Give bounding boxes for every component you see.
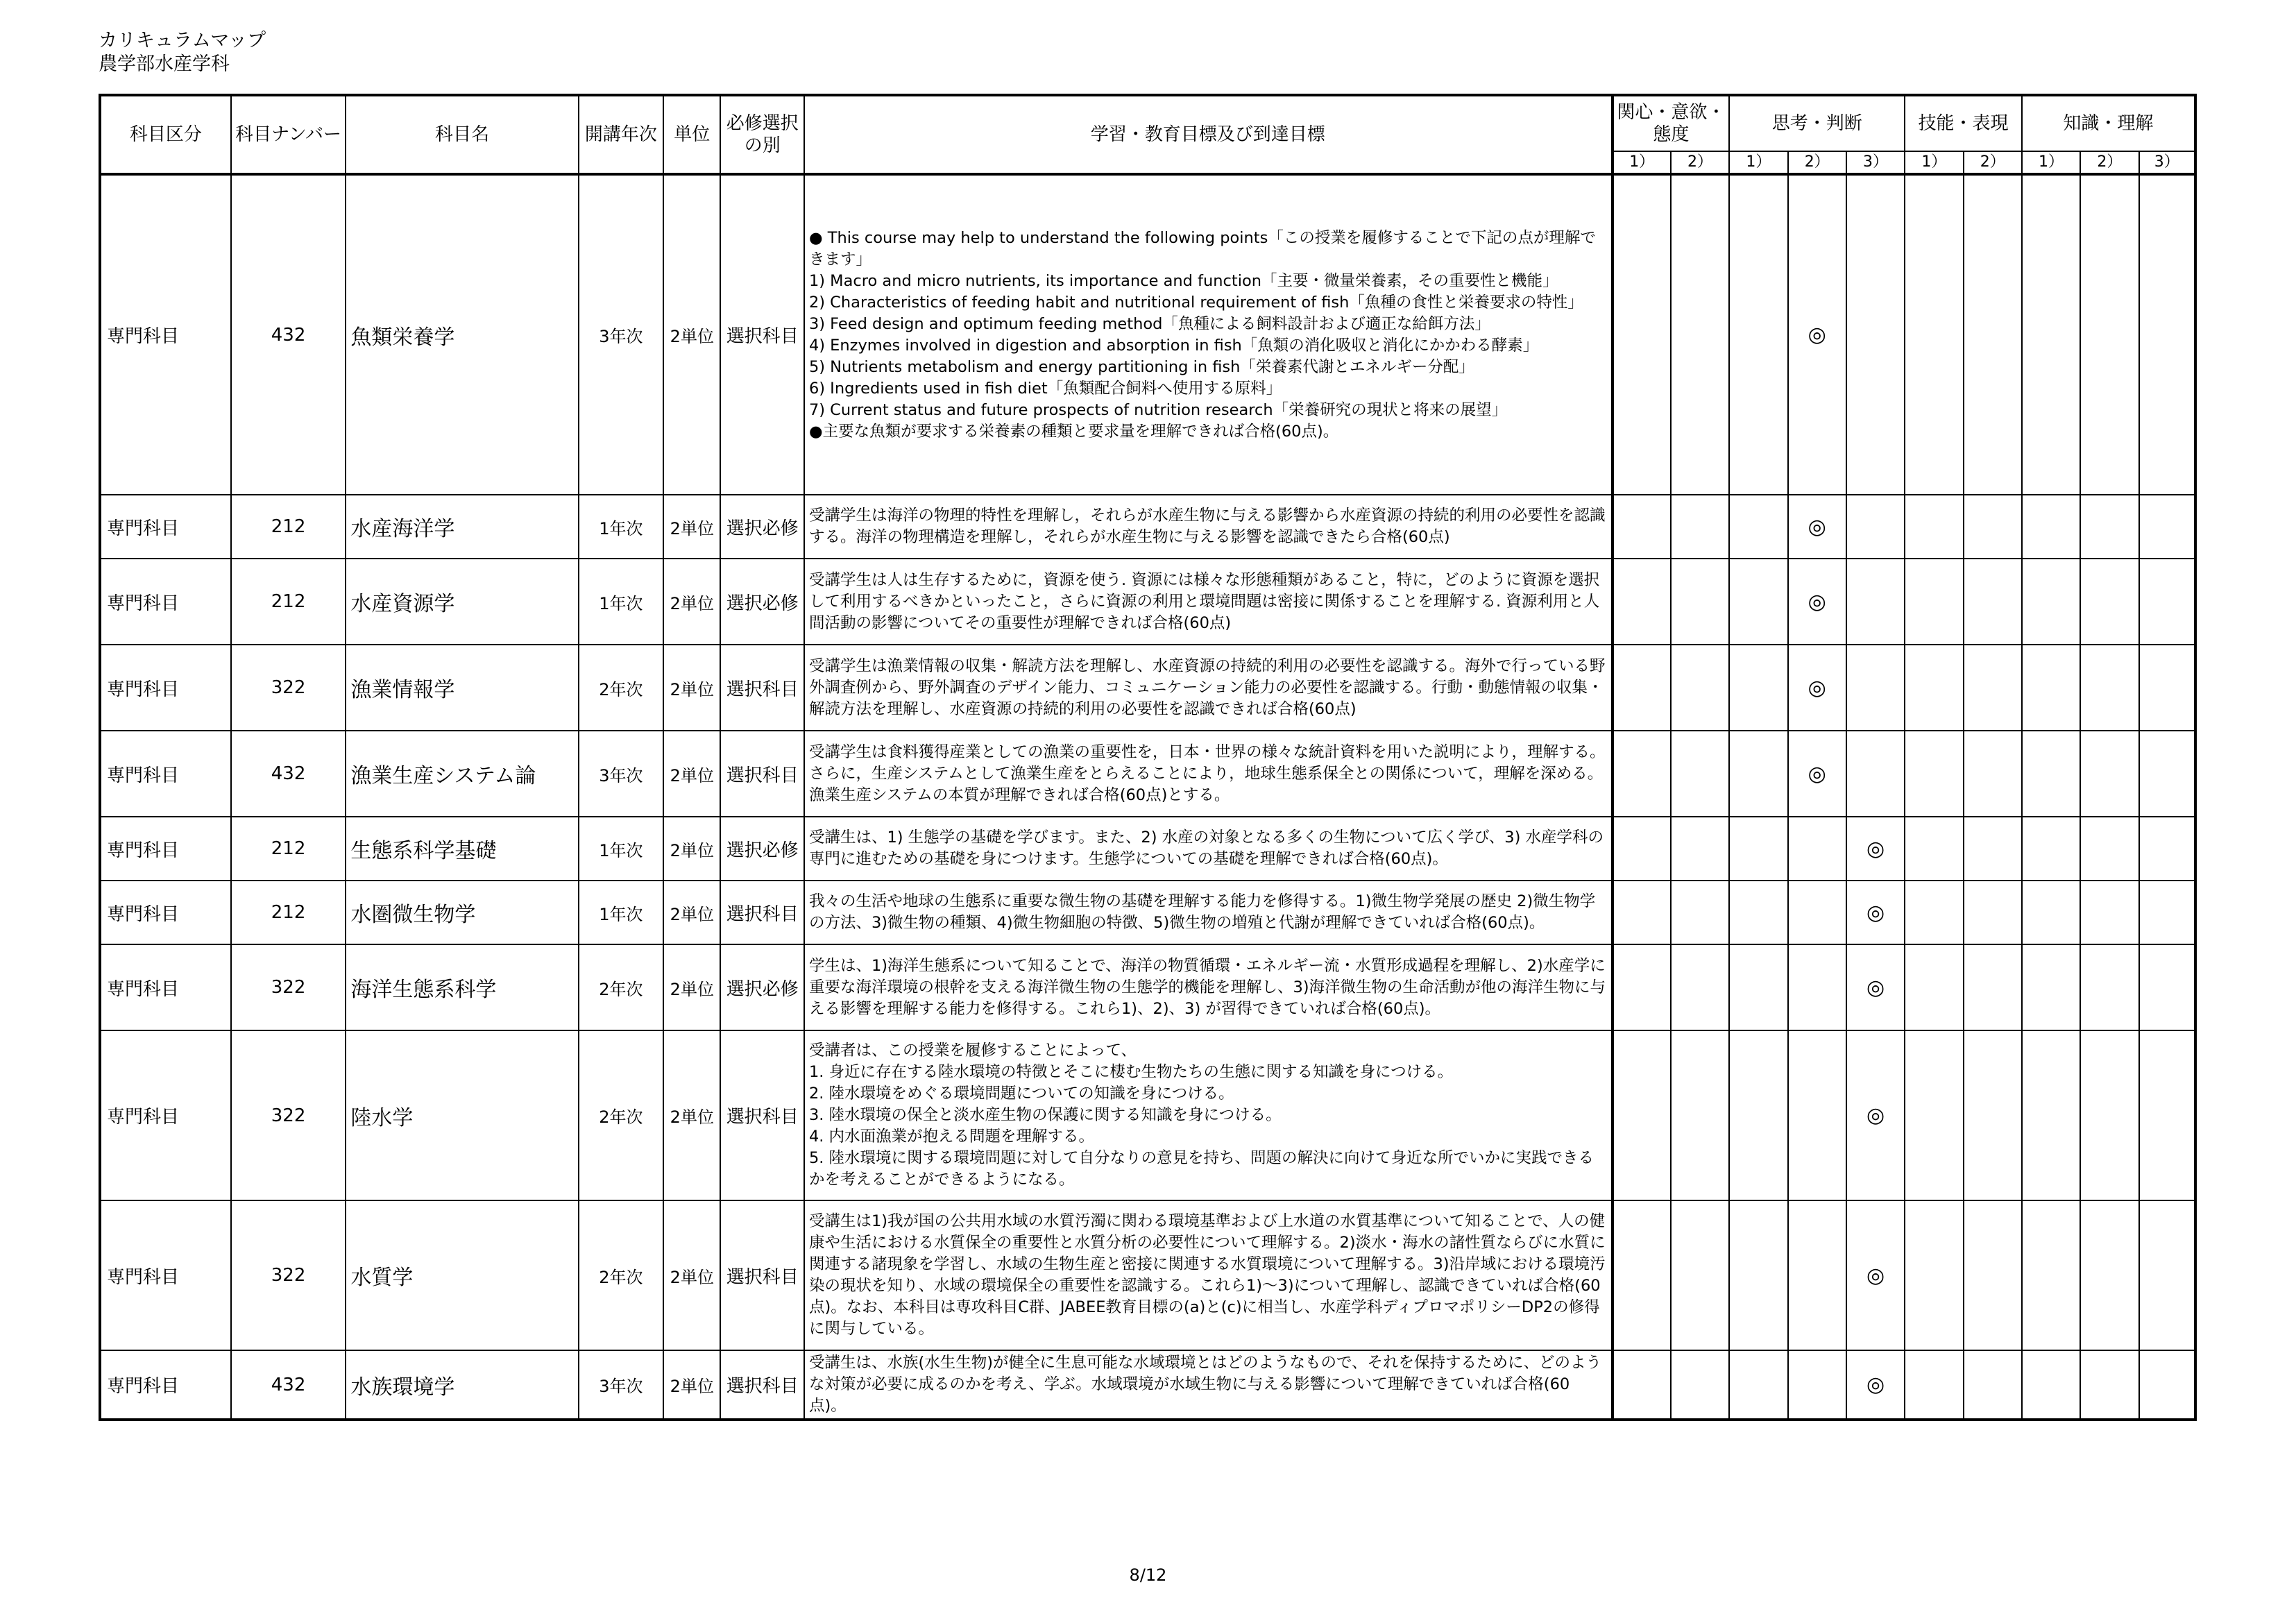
table-row — [100, 1200, 2195, 1350]
evaluation-cell — [2139, 817, 2195, 881]
evaluation-cell — [1671, 1350, 1729, 1420]
course-name: 海洋生態系科学 — [346, 944, 578, 1030]
col-header-group-knowledge: 知識・理解 — [2022, 95, 2195, 151]
course-number: 432 — [231, 1350, 346, 1420]
evaluation-cell — [1729, 731, 1787, 817]
course-category: 専門科目 — [100, 817, 231, 881]
evaluation-cell — [2139, 1200, 2195, 1350]
course-year: 2年次 — [579, 1200, 663, 1350]
evaluation-cell — [1905, 881, 1963, 944]
table-body — [100, 174, 2195, 1420]
evaluation-cell — [1905, 944, 1963, 1030]
evaluation-cell — [2022, 1200, 2080, 1350]
evaluation-cell — [1613, 1350, 1671, 1420]
course-required-type: 選択必修 — [720, 495, 803, 559]
evaluation-cell — [2139, 645, 2195, 731]
course-unit: 2単位 — [663, 495, 720, 559]
table-row — [100, 495, 2195, 559]
evaluation-cell — [2139, 881, 2195, 944]
course-category: 専門科目 — [100, 559, 231, 645]
course-unit: 2単位 — [663, 1350, 720, 1420]
course-category: 専門科目 — [100, 731, 231, 817]
evaluation-cell — [2139, 1030, 2195, 1200]
evaluation-cell — [2022, 174, 2080, 495]
col-header-group-thinking: 思考・判断 — [1729, 95, 1905, 151]
evaluation-cell — [1613, 731, 1671, 817]
evaluation-cell — [2080, 495, 2138, 559]
evaluation-mark: ◎ — [1846, 817, 1905, 881]
evaluation-cell — [2022, 645, 2080, 731]
evaluation-cell — [2080, 881, 2138, 944]
evaluation-cell — [1905, 1030, 1963, 1200]
course-category: 専門科目 — [100, 645, 231, 731]
evaluation-cell — [1964, 731, 2022, 817]
evaluation-cell — [1613, 645, 1671, 731]
evaluation-cell — [1964, 174, 2022, 495]
course-name: 水産海洋学 — [346, 495, 578, 559]
course-required-type: 選択科目 — [720, 731, 803, 817]
evaluation-cell — [1964, 1350, 2022, 1420]
course-goals: 受講学生は漁業情報の収集・解読方法を理解し、水産資源の持続的利用の必要性を認識する。海外で行っている野外調査例から、野外調査のデザイン能力、コミュニケーション能力の必要性を認識する。行動・動態情報の収集・解読方法を理解し、水産資源の持続的利用の必要性を認識できれば合格(60点) — [804, 645, 1613, 731]
col-subheader: 2） — [1671, 151, 1729, 174]
course-goals: 受講学生は人は生存するために，資源を使う. 資源には様々な形態種類があること，特に，どのように資源を選択して利用するべきかといったこと，さらに資源の利用と環境問題は密接に関係することを理解する. 資源利用と人間活動の影響についてその重要性が理解できれば合格(60点) — [804, 559, 1613, 645]
course-year: 2年次 — [579, 1030, 663, 1200]
course-number: 432 — [231, 174, 346, 495]
evaluation-cell — [2022, 1030, 2080, 1200]
evaluation-cell — [1964, 1200, 2022, 1350]
evaluation-cell — [1905, 1200, 1963, 1350]
course-unit: 2単位 — [663, 1030, 720, 1200]
evaluation-cell — [2080, 731, 2138, 817]
evaluation-cell — [1846, 174, 1905, 495]
evaluation-cell — [2022, 817, 2080, 881]
curriculum-map-table — [99, 94, 2197, 1421]
evaluation-cell — [2022, 495, 2080, 559]
course-goals: 学生は、1)海洋生態系について知ることで、海洋の物質循環・エネルギー流・水質形成過程を理解し、2)水産学に重要な海洋環境の根幹を支える海洋微生物の生態学的機能を理解し、3)海洋微生物の生命活動が他の海洋生物に与える影響を理解する能力を修得する。これら1)、2)、3) が習得できていれば合格(60点)。 — [804, 944, 1613, 1030]
evaluation-cell — [1788, 1030, 1846, 1200]
evaluation-cell — [1729, 174, 1787, 495]
evaluation-cell — [1788, 944, 1846, 1030]
evaluation-cell — [1846, 495, 1905, 559]
table-row — [100, 817, 2195, 881]
evaluation-cell — [1729, 495, 1787, 559]
table-row — [100, 881, 2195, 944]
evaluation-cell — [1846, 559, 1905, 645]
evaluation-cell — [1788, 817, 1846, 881]
course-year: 3年次 — [579, 174, 663, 495]
evaluation-cell — [1671, 559, 1729, 645]
course-number: 212 — [231, 495, 346, 559]
col-subheader: 1） — [1613, 151, 1671, 174]
evaluation-cell — [1671, 1200, 1729, 1350]
course-required-type: 選択必修 — [720, 817, 803, 881]
evaluation-cell — [1964, 1030, 2022, 1200]
course-year: 3年次 — [579, 1350, 663, 1420]
course-number: 322 — [231, 944, 346, 1030]
col-subheader: 3） — [2139, 151, 2195, 174]
course-name: 陸水学 — [346, 1030, 578, 1200]
evaluation-cell — [1729, 645, 1787, 731]
table-row — [100, 731, 2195, 817]
course-name: 漁業情報学 — [346, 645, 578, 731]
course-unit: 2単位 — [663, 645, 720, 731]
evaluation-cell — [1964, 817, 2022, 881]
course-year: 3年次 — [579, 731, 663, 817]
course-unit: 2単位 — [663, 944, 720, 1030]
table-row — [100, 174, 2195, 495]
evaluation-mark: ◎ — [1846, 1200, 1905, 1350]
evaluation-cell — [1905, 559, 1963, 645]
evaluation-cell — [1613, 495, 1671, 559]
course-name: 水圏微生物学 — [346, 881, 578, 944]
evaluation-cell — [1964, 495, 2022, 559]
evaluation-cell — [2139, 731, 2195, 817]
evaluation-cell — [1671, 881, 1729, 944]
course-category: 専門科目 — [100, 1350, 231, 1420]
col-subheader: 3） — [1846, 151, 1905, 174]
evaluation-cell — [2080, 559, 2138, 645]
course-goals: 受講生は、1) 生態学の基礎を学びます。また、2) 水産の対象となる多くの生物について広く学び、3) 水産学科の専門に進むための基礎を身につけます。生態学についての基礎を理解できれば合格(60点)。 — [804, 817, 1613, 881]
col-subheader: 2） — [1964, 151, 2022, 174]
table-row — [100, 645, 2195, 731]
course-number: 322 — [231, 1030, 346, 1200]
evaluation-cell — [1671, 944, 1729, 1030]
department-name: 農学部水産学科 — [99, 53, 230, 75]
evaluation-cell — [1729, 1200, 1787, 1350]
evaluation-cell — [1671, 645, 1729, 731]
evaluation-mark: ◎ — [1788, 174, 1846, 495]
course-year: 1年次 — [579, 881, 663, 944]
evaluation-mark: ◎ — [1788, 559, 1846, 645]
evaluation-cell — [2139, 944, 2195, 1030]
document-title-block — [99, 29, 266, 76]
evaluation-cell — [1613, 1030, 1671, 1200]
evaluation-cell — [1846, 731, 1905, 817]
course-unit: 2単位 — [663, 1200, 720, 1350]
evaluation-cell — [1729, 817, 1787, 881]
evaluation-mark: ◎ — [1846, 1350, 1905, 1420]
evaluation-cell — [1729, 1350, 1787, 1420]
course-goals: 受講生は1)我が国の公共用水域の水質汚濁に関わる環境基準および上水道の水質基準について知ることで、人の健康や生活における水質保全の重要性と水質分析の必要性について理解する。2)淡水・海水の諸性質ならびに水質に関連する諸現象を学習し、水域の生物生産と密接に関連する水質環境について理解する。3)沿岸域における環境汚染の現状を知り、水域の環境保全の重要性を認識する。これら1)～3)について理解し、認識できていれば合格(60点)。なお、本科目は専攻科目C群、JABEE教育目標の(a)と(c)に相当し、水産学科ディプロマポリシーDP2の修得に関与している。 — [804, 1200, 1613, 1350]
course-goals: 受講者は、この授業を履修することによって、 1. 身近に存在する陸水環境の特徴とそこに棲む生物たちの生態に関する知識を身につける。 2. 陸水環境をめぐる環境問題についての知識を身につける。 3. 陸水環境の保全と淡水産生物の保護に関する知識を身につける。 4. 内水面漁業が抱える問題を理解する。 5. 陸水環境に関する環境問題に対して自分なりの意見を持ち、問題の解決に向けて身近な所でいかに実践できるかを考えることができるようになる。 — [804, 1030, 1613, 1200]
evaluation-cell — [1905, 495, 1963, 559]
course-unit: 2単位 — [663, 817, 720, 881]
evaluation-cell — [2080, 645, 2138, 731]
evaluation-mark: ◎ — [1788, 731, 1846, 817]
course-number: 322 — [231, 1200, 346, 1350]
table-row — [100, 1350, 2195, 1420]
evaluation-cell — [1613, 174, 1671, 495]
course-required-type: 選択科目 — [720, 174, 803, 495]
course-unit: 2単位 — [663, 881, 720, 944]
evaluation-cell — [1964, 559, 2022, 645]
course-name: 魚類栄養学 — [346, 174, 578, 495]
course-goals: 受講学生は食料獲得産業としての漁業の重要性を，日本・世界の様々な統計資料を用いた説明により，理解する。さらに，生産システムとして漁業生産をとらえることにより，地球生態系保全との関係について，理解を深める。漁業生産システムの本質が理解できれば合格(60点)とする。 — [804, 731, 1613, 817]
course-goals: ● This course may help to understand the following points「この授業を履修することで下記の点が理解できます」 1) Macro and micro nutrients, its importance and function「主要・微量栄養素，その重要性と機能」 2) Characteristics of feeding habit and nutritional requirement of fish「魚種の食性と栄養要求の特性」 3) Feed design and optimum feeding method「魚種による飼料設計および適正な給餌方法」 4) Enzymes involved in digestion and absorption in fish「魚類の消化吸収と消化にかかわる酵素」 5) Nutrients metabolism and energy partitioning in fish「栄養素代謝とエネルギー分配」 6) Ingredients used in fish diet「魚類配合飼料へ使用する原料」 7) Current status and future prospects of nutrition research「栄養研究の現状と将来の展望」 ●主要な魚類が要求する栄養素の種類と要求量を理解できれば合格(60点)。 — [804, 174, 1613, 495]
evaluation-cell — [1671, 174, 1729, 495]
evaluation-cell — [2139, 174, 2195, 495]
course-goals: 我々の生活や地球の生態系に重要な微生物の基礎を理解する能力を修得する。1)微生物学発展の歴史 2)微生物学の方法、3)微生物の種類、4)微生物細胞の特徴、5)微生物の増殖と代謝が理解できていれば合格(60点)。 — [804, 881, 1613, 944]
course-category: 専門科目 — [100, 944, 231, 1030]
evaluation-cell — [1905, 731, 1963, 817]
evaluation-cell — [2022, 731, 2080, 817]
course-number: 432 — [231, 731, 346, 817]
evaluation-mark: ◎ — [1846, 944, 1905, 1030]
course-unit: 2単位 — [663, 559, 720, 645]
course-name: 漁業生産システム論 — [346, 731, 578, 817]
course-goals: 受講生は、水族(水生生物)が健全に生息可能な水域環境とはどのようなもので、それを保持するために、どのような対策が必要に成るのかを考え、学ぶ。水域環境が水域生物に与える影響について理解できていれば合格(60点)。 — [804, 1350, 1613, 1420]
page-number: 8/12 — [1129, 1565, 1167, 1585]
course-year: 2年次 — [579, 944, 663, 1030]
course-name: 生態系科学基礎 — [346, 817, 578, 881]
course-category: 専門科目 — [100, 495, 231, 559]
evaluation-mark: ◎ — [1788, 495, 1846, 559]
evaluation-cell — [1729, 1030, 1787, 1200]
evaluation-mark: ◎ — [1846, 881, 1905, 944]
evaluation-cell — [2139, 1350, 2195, 1420]
course-category: 専門科目 — [100, 1200, 231, 1350]
evaluation-cell — [1671, 1030, 1729, 1200]
col-header-unit: 単位 — [663, 95, 720, 174]
course-required-type: 選択必修 — [720, 944, 803, 1030]
evaluation-cell — [1788, 1350, 1846, 1420]
evaluation-cell — [2022, 1350, 2080, 1420]
evaluation-cell — [1905, 1350, 1963, 1420]
col-header-year: 開講年次 — [579, 95, 663, 174]
table-row — [100, 559, 2195, 645]
course-category: 専門科目 — [100, 881, 231, 944]
evaluation-cell — [1671, 731, 1729, 817]
col-header-group-interest: 関心・意欲・態度 — [1613, 95, 1730, 151]
evaluation-cell — [2080, 1030, 2138, 1200]
evaluation-cell — [1729, 944, 1787, 1030]
evaluation-cell — [1729, 559, 1787, 645]
evaluation-cell — [2080, 1200, 2138, 1350]
evaluation-cell — [1905, 817, 1963, 881]
table-row — [100, 1030, 2195, 1200]
document-title: カリキュラムマップ — [99, 30, 266, 51]
col-subheader: 2） — [2080, 151, 2138, 174]
course-year: 1年次 — [579, 817, 663, 881]
evaluation-mark: ◎ — [1846, 1030, 1905, 1200]
evaluation-cell — [2080, 944, 2138, 1030]
course-category: 専門科目 — [100, 174, 231, 495]
evaluation-cell — [1846, 645, 1905, 731]
course-required-type: 選択科目 — [720, 1200, 803, 1350]
evaluation-cell — [1905, 645, 1963, 731]
evaluation-cell — [2022, 559, 2080, 645]
course-name: 水族環境学 — [346, 1350, 578, 1420]
course-number: 322 — [231, 645, 346, 731]
evaluation-cell — [2080, 1350, 2138, 1420]
evaluation-cell — [2080, 817, 2138, 881]
course-name: 水産資源学 — [346, 559, 578, 645]
evaluation-cell — [1613, 559, 1671, 645]
course-number: 212 — [231, 881, 346, 944]
col-subheader: 1） — [1905, 151, 1963, 174]
evaluation-cell — [2022, 944, 2080, 1030]
evaluation-cell — [1613, 881, 1671, 944]
course-required-type: 選択科目 — [720, 1030, 803, 1200]
table-header — [100, 95, 2195, 174]
evaluation-mark: ◎ — [1788, 645, 1846, 731]
course-number: 212 — [231, 559, 346, 645]
evaluation-cell — [1964, 944, 2022, 1030]
course-number: 212 — [231, 817, 346, 881]
col-subheader: 1） — [1729, 151, 1787, 174]
evaluation-cell — [1613, 1200, 1671, 1350]
course-required-type: 選択必修 — [720, 559, 803, 645]
course-required-type: 選択科目 — [720, 1350, 803, 1420]
table-row — [100, 944, 2195, 1030]
col-header-number: 科目ナンバー — [231, 95, 346, 174]
evaluation-cell — [1613, 944, 1671, 1030]
evaluation-cell — [1671, 817, 1729, 881]
evaluation-cell — [1788, 881, 1846, 944]
course-required-type: 選択科目 — [720, 881, 803, 944]
evaluation-cell — [1729, 881, 1787, 944]
col-header-required: 必修選択の別 — [720, 95, 803, 174]
evaluation-cell — [2139, 559, 2195, 645]
col-header-goals: 学習・教育目標及び到達目標 — [804, 95, 1613, 174]
evaluation-cell — [2139, 495, 2195, 559]
course-category: 専門科目 — [100, 1030, 231, 1200]
evaluation-cell — [2080, 174, 2138, 495]
course-unit: 2単位 — [663, 731, 720, 817]
course-year: 1年次 — [579, 495, 663, 559]
course-unit: 2単位 — [663, 174, 720, 495]
evaluation-cell — [1905, 174, 1963, 495]
evaluation-cell — [2022, 881, 2080, 944]
col-header-category: 科目区分 — [100, 95, 231, 174]
evaluation-cell — [1964, 645, 2022, 731]
evaluation-cell — [1788, 1200, 1846, 1350]
col-subheader: 2） — [1788, 151, 1846, 174]
course-required-type: 選択科目 — [720, 645, 803, 731]
course-name: 水質学 — [346, 1200, 578, 1350]
col-header-group-skills: 技能・表現 — [1905, 95, 2022, 151]
col-header-name: 科目名 — [346, 95, 578, 174]
course-goals: 受講学生は海洋の物理的特性を理解し，それらが水産生物に与える影響から水産資源の持続的利用の必要性を認識する。海洋の物理構造を理解し，それらが水産生物に与える影響を認識できたら合格(60点) — [804, 495, 1613, 559]
evaluation-cell — [1964, 881, 2022, 944]
col-subheader: 1） — [2022, 151, 2080, 174]
course-year: 1年次 — [579, 559, 663, 645]
course-year: 2年次 — [579, 645, 663, 731]
evaluation-cell — [1613, 817, 1671, 881]
evaluation-cell — [1671, 495, 1729, 559]
